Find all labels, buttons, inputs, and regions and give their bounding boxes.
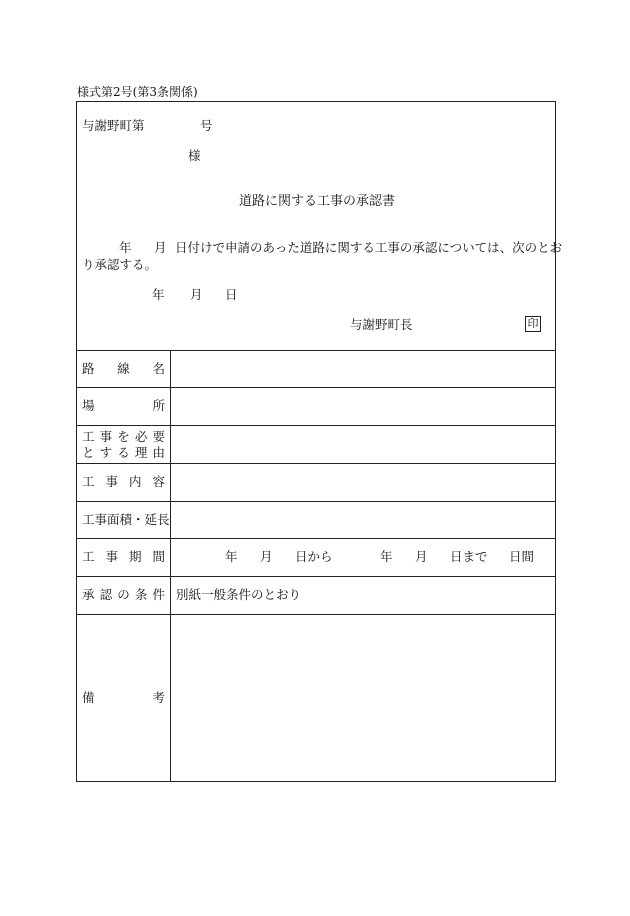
- label-char: 由: [152, 445, 165, 460]
- row-divider: [76, 350, 556, 351]
- label-char: 路: [82, 361, 95, 376]
- label-route-name: [82, 363, 165, 376]
- label-char: 工: [82, 549, 95, 564]
- label-work-period: [82, 551, 165, 564]
- period-month-start: 月: [260, 549, 273, 564]
- period-day-until: 日まで: [450, 549, 488, 564]
- label-char: 工: [82, 429, 95, 444]
- label-char: 所: [152, 398, 165, 413]
- signatory: 与謝野町長: [350, 317, 413, 332]
- label-location: [82, 400, 165, 413]
- label-char: 容: [152, 474, 165, 489]
- intro-line2: り承認する。: [82, 257, 158, 272]
- label-char: を: [117, 429, 130, 444]
- label-char: 名: [152, 361, 165, 376]
- label-char: 事: [105, 474, 118, 489]
- label-char: 間: [152, 549, 165, 564]
- row-divider: [76, 501, 556, 502]
- label-char: と: [82, 445, 95, 460]
- label-char: 理: [134, 445, 148, 460]
- label-char: 備: [82, 690, 95, 705]
- row-divider: [76, 463, 556, 464]
- period-days: 日間: [509, 549, 535, 564]
- document-title: 道路に関する工事の承認書: [239, 194, 396, 209]
- row-divider: [76, 614, 556, 615]
- label-work-area-length: 工事面積・延長: [82, 512, 170, 527]
- period-month-end: 月: [415, 549, 428, 564]
- seal-mark: 印: [525, 316, 541, 332]
- row-divider: [76, 576, 556, 577]
- date-year: 年: [152, 287, 165, 302]
- label-char: 要: [152, 429, 165, 444]
- date-day: 日: [225, 287, 238, 302]
- label-char: る: [117, 445, 130, 460]
- row-divider: [76, 387, 556, 388]
- intro-year: 年: [119, 240, 132, 255]
- label-char: 条: [134, 587, 148, 602]
- label-approval-conditions: [82, 589, 165, 602]
- label-char: 工: [82, 474, 95, 489]
- issuer-number-suffix: 号: [200, 118, 213, 133]
- label-char: 場: [82, 398, 95, 413]
- label-char: の: [117, 587, 130, 602]
- period-year-end: 年: [380, 549, 393, 564]
- label-char: す: [99, 445, 113, 460]
- label-char: 内: [128, 474, 142, 489]
- label-work-content: [82, 476, 165, 489]
- intro-paragraph: [82, 239, 563, 277]
- label-char: 件: [152, 587, 165, 602]
- label-remarks: [82, 692, 165, 705]
- intro-line1: 日付けで申請のあった道路に関する工事の承認については、次のとお: [175, 240, 563, 255]
- form-label: 様式第2号(第3条関係): [77, 85, 198, 99]
- label-char: 線: [117, 361, 130, 376]
- issuer-number-prefix: 与謝野町第: [82, 118, 145, 133]
- label-char: 承: [82, 587, 95, 602]
- row-divider: [76, 538, 556, 539]
- label-char: 事: [99, 429, 113, 444]
- row-divider: [76, 425, 556, 426]
- label-char: 期: [128, 549, 142, 564]
- period-day-from: 日から: [295, 549, 333, 564]
- label-char: 考: [152, 690, 165, 705]
- period-year-start: 年: [225, 549, 238, 564]
- label-reason-line1: [82, 431, 165, 444]
- label-char: 認: [99, 587, 113, 602]
- date-month: 月: [190, 287, 203, 302]
- column-divider: [170, 350, 171, 782]
- value-approval-conditions: 別紙一般条件のとおり: [176, 587, 302, 602]
- label-reason-line2: [82, 447, 165, 460]
- label-char: 事: [105, 549, 118, 564]
- intro-month: 月: [154, 240, 167, 255]
- label-char: 必: [134, 429, 148, 444]
- addressee-suffix: 様: [188, 148, 201, 163]
